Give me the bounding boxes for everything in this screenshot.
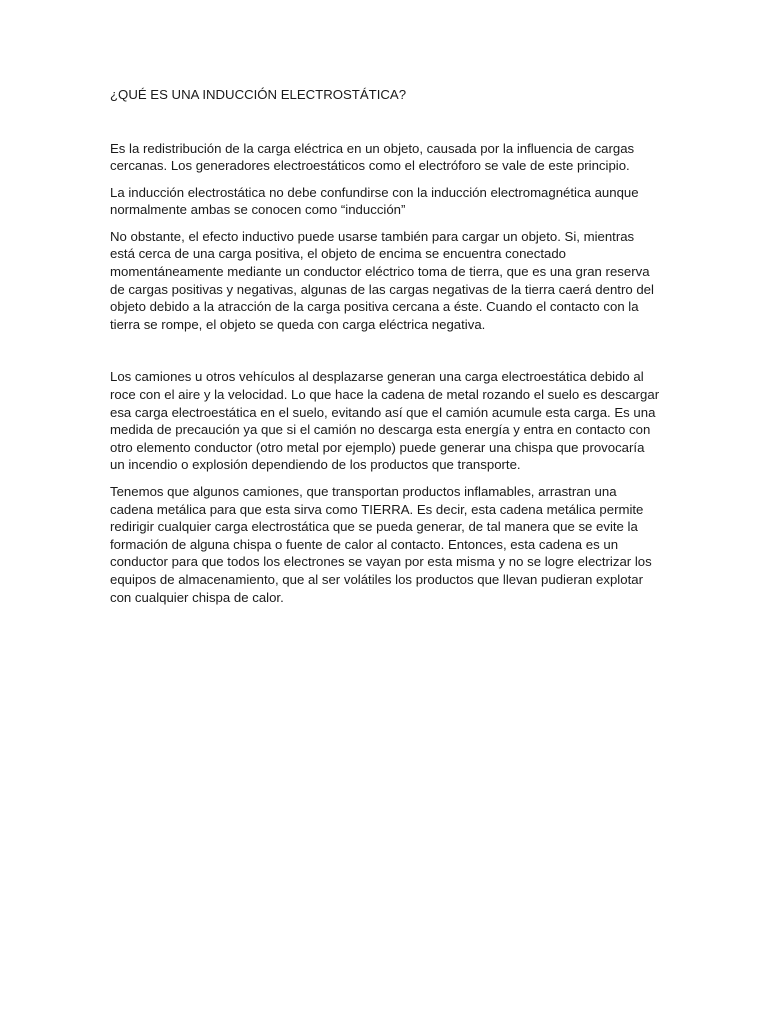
paragraph-chain: Tenemos que algunos camiones, que transportan productos inflamables, arrastran una cadena metálica para que esta sirva como TIERRA. Es decir, esta cadena metálica permite redirigir cualquier carga electrostática que se pueda generar, de tal manera que se evite la formación de alguna chispa o fuente de calor al contacto. Entonces, esta cadena es un conductor para que todos los electrones se vayan por esta misma y no se logre electrizar los equipos de almacenamiento, que al ser volátiles los productos que llevan pudieran explotar con cualquier chispa de calor. [110,484,652,605]
document-title: ¿QUÉ ES UNA INDUCCIÓN ELECTROSTÁTICA? [110,87,407,102]
paragraph-distinction: La inducción electrostática no debe confundirse con la inducción electromagnética aunque normalmente ambas se conocen como “inducción” [110,184,639,218]
paragraph-inductive-charging: No obstante, el efecto inductivo puede usarse también para cargar un objeto. Si, mientras está cerca de una carga positiva, el objeto de encima se encuentra conectado momentáneamente mediante un conductor eléctrico toma de tierra, que es una gran reserva de cargas positivas y negativas, algunas de las cargas negativas de la tierra caerá dentro del objeto debido a la atracción de la carga positiva cercana a éste. Cuando el contacto con la tierra se rompe, el objeto se queda con carga eléctrica negativa. [110,228,654,332]
paragraph-trucks: Los camiones u otros vehículos al desplazarse generan una carga electroestática debido al roce con el aire y la velocidad. Lo que hace la cadena de metal rozando el suelo es descargar esa carga electroestática en el suelo, evitando así que el camión acumule esta carga. Es una medida de precaución ya que si el camión no descarga esta energía y entra en contacto con otro elemento conductor (otro metal por ejemplo) puede generar una chispa que provocaría un incendio o explosión dependiendo de los productos que transporte. [110,369,660,473]
paragraph-definition: Es la redistribución de la carga eléctrica en un objeto, causada por la influencia de cargas cercanas. Los generadores electroestáticos como el electróforo se vale de este principio. [110,140,635,174]
